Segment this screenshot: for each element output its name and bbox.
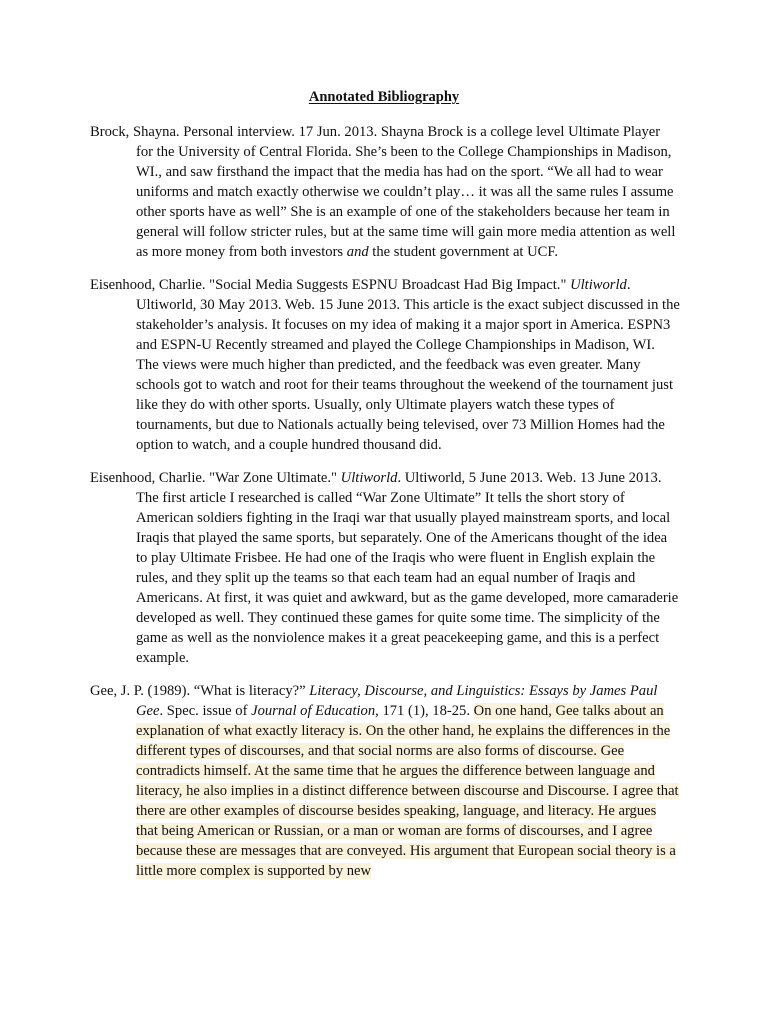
entry-text: . Ultiworld, 30 May 2013. Web. 15 June 2013. This article is the exact subject discussed in the stakeholder’s analysis. It focuses on my idea of making it a major sport in America. ESPN3 and ESPN-U Recently streamed and played the College Championships in Madison, WI. The views were much higher than predicted, and the feedback was even greater. Many schools got to watch and root for their teams throughout the weekend of the tournament just like they do with other sports. Usually, only Ultimate players watch these types of tournaments, but due to Nationals actually being televised, over 73 Million Homes had the option to watch, and a couple hundred thousand did. xyxy=(136,277,680,453)
entry-source-title: Ultiworld xyxy=(570,277,627,293)
entry-text: the student government at UCF. xyxy=(368,244,558,260)
entry-text: Brock, Shayna. Personal interview. 17 Jun. 2013. Shayna Brock is a college level Ultimate Player for the University of Central Florida. She’s been to the College Championships in Madison, WI., and saw firsthand the impact that the media has had on the sport. “We all had to wear uniforms and match exactly otherwise we couldn’t play… it was all the same rules I assume other sports have as well” She is an example of one of the stakeholders because her team in general will follow stricter rules, but at the same time will gain more media attention as well as more money from both investors xyxy=(90,124,676,260)
entry-book-title: Literacy, Discourse, and Linguistics: Essays by James Paul Gee xyxy=(136,683,658,719)
entry-text: . Ultiworld, 5 June 2013. Web. 13 June 2013. The first article I researched is called “War Zone Ultimate” It tells the short story of American soldiers fighting in the Iraqi war that usually played mainstream sports, and local Iraqis that played the same sports, but separately. One of the Americans thought of the idea to play Ultimate Frisbee. He had one of the Iraqis who were fluent in English explain the rules, and they split up the teams so that each team had an equal number of Iraqis and Americans. At first, it was quiet and awkward, but as the game developed, more camaraderie developed as well. They continued these games for quite some time. The simplicity of the game as well as the nonviolence makes it a great peacekeeping game, and this is a perfect example. xyxy=(136,470,679,666)
bibliography-entry-eisenhood-warzone xyxy=(90,468,680,668)
entry-text: . Spec. issue of xyxy=(159,703,252,719)
bibliography-entry-eisenhood-espnu xyxy=(90,275,680,455)
page-title: Annotated Bibliography xyxy=(308,89,460,105)
entry-emphasis: and xyxy=(346,244,369,260)
entry-citation: Gee, J. P. (1989). “What is literacy?” xyxy=(90,683,310,699)
entry-text: , 171 (1), 18-25. xyxy=(375,703,474,719)
bibliography-entry-brock xyxy=(90,122,680,262)
entry-source-title: Ultiworld xyxy=(340,470,398,486)
bibliography-entries xyxy=(90,122,680,894)
highlighted-annotation: On one hand, Gee talks about an explanation of what exactly literacy is. On the other hand, he explains the differences in the different types of discourses, and that social norms are also forms of discourse. Gee contradicts himself. At the same time that he argues the difference between language and literacy, he also implies in a distinct difference between discourse and Discourse. I agree that there are other examples of discourse besides speaking, language, and literacy. He argues that being American or Russian, or a man or woman are forms of discourses, and I agree because these are messages that are conveyed. His argument that European social theory is a little more complex is supported by new xyxy=(136,703,679,879)
entry-citation: Eisenhood, Charlie. "Social Media Suggests ESPNU Broadcast Had Big Impact." xyxy=(90,277,571,293)
bibliography-entry-gee xyxy=(90,681,680,881)
entry-citation: Eisenhood, Charlie. "War Zone Ultimate." xyxy=(90,470,341,486)
entry-journal-title: Journal of Education xyxy=(251,703,376,719)
